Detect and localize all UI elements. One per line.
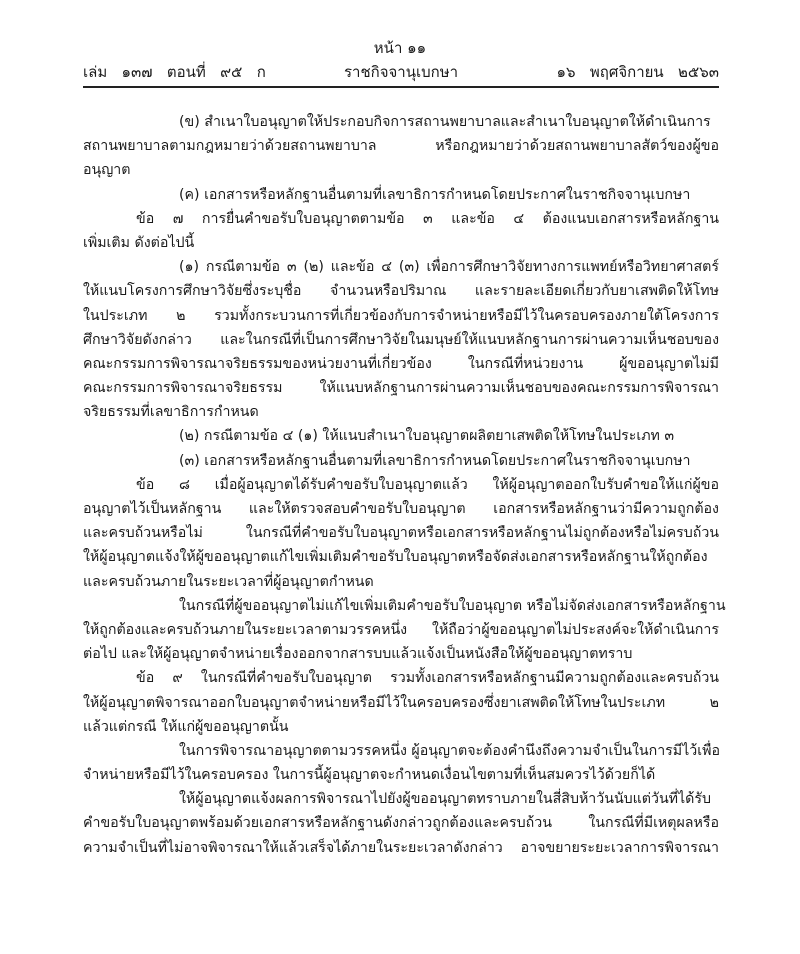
page-number: หน้า ๑๑ bbox=[373, 39, 427, 57]
text-line: เพิ่มเติม ดังต่อไปนี้ bbox=[83, 234, 195, 251]
text-line: ข้อ ๘ เมื่อผู้อนุญาตได้รับคำขอรับใบอนุญาตแล้ว ให้ผู้อนุญาตออกใบรับคำขอให้แก่ผู้ขอ bbox=[136, 476, 719, 493]
text-line: ในประเภท ๒ รวมทั้งกระบวนการที่เกี่ยวข้องกับการจำหน่ายหรือมีไว้ในครอบครองภายใต้โครงการ bbox=[83, 307, 719, 324]
text-line: และครบถ้วนภายในระยะเวลาที่ผู้อนุญาตกำหนด bbox=[83, 573, 374, 590]
text-line: (๒) กรณีตามข้อ ๔ (๑) ให้แนบสำเนาใบอนุญาตผลิตยาเสพติดให้โทษในประเภท ๓ bbox=[179, 428, 675, 445]
text-line: อนุญาต bbox=[83, 162, 131, 179]
text-line: คำขอรับใบอนุญาตพร้อมด้วยเอกสารหรือหลักฐานดังกล่าวถูกต้องและครบถ้วน ในกรณีที่มีเหตุผลหรือ bbox=[83, 815, 719, 832]
volume-issue: เล่ม ๑๓๗ ตอนที่ ๙๕ ก bbox=[83, 63, 266, 81]
text-line: จำหน่ายหรือมีไว้ในครอบครอง ในการนี้ผู้อนุญาตจะกำหนดเงื่อนไขตามที่เห็นสมควรไว้ด้วยก็ได้ bbox=[83, 767, 656, 784]
text-line: จริยธรรมที่เลขาธิการกำหนด bbox=[83, 404, 259, 421]
text-line: ความจำเป็นที่ไม่อาจพิจารณาให้แล้วเสร็จได้ภายในระยะเวลาดังกล่าว อาจขยายระยะเวลาการพิจารณา bbox=[83, 839, 719, 856]
text-line: ศึกษาวิจัยดังกล่าว และในกรณีที่เป็นการศึกษาวิจัยในมนุษย์ให้แนบหลักฐานการผ่านความเห็นชอบของ bbox=[83, 331, 719, 348]
text-line: คณะกรรมการพิจารณาจริยธรรมของหน่วยงานที่เกี่ยวข้อง ในกรณีที่หน่วยงาน ผู้ขออนุญาตไม่มี bbox=[83, 355, 719, 372]
text-line: อนุญาตไว้เป็นหลักฐาน และให้ตรวจสอบคำขอรับใบอนุญาต เอกสารหรือหลักฐานว่ามีความถูกต้อง bbox=[83, 501, 719, 517]
text-line: แล้วแต่กรณี ให้แก่ผู้ขออนุญาตนั้น bbox=[83, 718, 289, 735]
text-line: ให้แนบโครงการศึกษาวิจัยซึ่งระบุชื่อ จำนวนหรือปริมาณ และรายละเอียดเกี่ยวกับยาเสพติดให้โทษ bbox=[83, 283, 719, 300]
text-line: ข้อ ๗ การยื่นคำขอรับใบอนุญาตตามข้อ ๓ และข้อ ๔ ต้องแนบเอกสารหรือหลักฐาน bbox=[136, 210, 719, 227]
text-line: ในกรณีที่ผู้ขออนุญาตไม่แก้ไขเพิ่มเติมคำขอรับใบอนุญาต หรือไม่จัดส่งเอกสารหรือหลักฐาน bbox=[179, 597, 726, 614]
text-line: (๑) กรณีตามข้อ ๓ (๒) และข้อ ๔ (๓) เพื่อการศึกษาวิจัยทางการแพทย์หรือวิทยาศาสตร์ bbox=[179, 259, 719, 276]
text-line: (ค) เอกสารหรือหลักฐานอื่นตามที่เลขาธิการกำหนดโดยประกาศในราชกิจจานุเบกษา bbox=[179, 186, 691, 203]
publication-title: ราชกิจจานุเบกษา bbox=[343, 63, 459, 81]
text-line: ต่อไป และให้ผู้อนุญาตจำหน่ายเรื่องออกจากสารบบแล้วแจ้งเป็นหนังสือให้ผู้ขออนุญาตทราบ bbox=[83, 646, 633, 663]
text-line: ให้ถูกต้องและครบถ้วนภายในระยะเวลาตามวรรคหนึ่ง ให้ถือว่าผู้ขออนุญาตไม่ประสงค์จะให้ดำเนินการ bbox=[83, 621, 719, 638]
text-line: (๓) เอกสารหรือหลักฐานอื่นตามที่เลขาธิการกำหนดโดยประกาศในราชกิจจานุเบกษา bbox=[179, 452, 691, 469]
text-line: (ข) สำเนาใบอนุญาตให้ประกอบกิจการสถานพยาบาลและสำเนาใบอนุญาตให้ดำเนินการ bbox=[179, 114, 711, 130]
text-line: สถานพยาบาลตามกฎหมายว่าด้วยสถานพยาบาล หรือกฎหมายว่าด้วยสถานพยาบาลสัตว์ของผู้ขอ bbox=[83, 138, 719, 155]
text-line: ในการพิจารณาอนุญาตตามวรรคหนึ่ง ผู้อนุญาตจะต้องคำนึงถึงความจำเป็นในการมีไว้เพื่อ bbox=[179, 742, 720, 759]
text-line: และครบถ้วนหรือไม่ ในกรณีที่คำขอรับใบอนุญาตหรือเอกสารหรือหลักฐานไม่ถูกต้องหรือไม่ครบถ้วน bbox=[83, 525, 719, 542]
text-line: ข้อ ๙ ในกรณีที่คำขอรับใบอนุญาต รวมทั้งเอกสารหรือหลักฐานมีความถูกต้องและครบถ้วน bbox=[136, 670, 719, 687]
header-divider bbox=[83, 86, 719, 88]
document-body bbox=[83, 110, 726, 860]
text-line: ให้ผู้อนุญาตพิจารณาออกใบอนุญาตจำหน่ายหรือมีไว้ในครอบครองซึ่งยาเสพติดให้โทษในประเภท ๒ bbox=[83, 694, 719, 711]
text-line: ให้ผู้อนุญาตแจ้งผลการพิจารณาไปยังผู้ขออนุญาตทราบภายในสี่สิบห้าวันนับแต่วันที่ได้รับ bbox=[179, 791, 711, 808]
publication-date: ๑๖ พฤศจิกายน ๒๕๖๓ bbox=[556, 63, 719, 81]
text-line: ให้ผู้อนุญาตแจ้งให้ผู้ขออนุญาตแก้ไขเพิ่มเติมคำขอรับใบอนุญาตหรือจัดส่งเอกสารหรือหลักฐานให้ถูกต้อง bbox=[83, 549, 708, 566]
gazette-header bbox=[83, 62, 719, 84]
text-line: คณะกรรมการพิจารณาจริยธรรม ให้แนบหลักฐานการผ่านความเห็นชอบของคณะกรรมการพิจารณา bbox=[83, 380, 719, 397]
